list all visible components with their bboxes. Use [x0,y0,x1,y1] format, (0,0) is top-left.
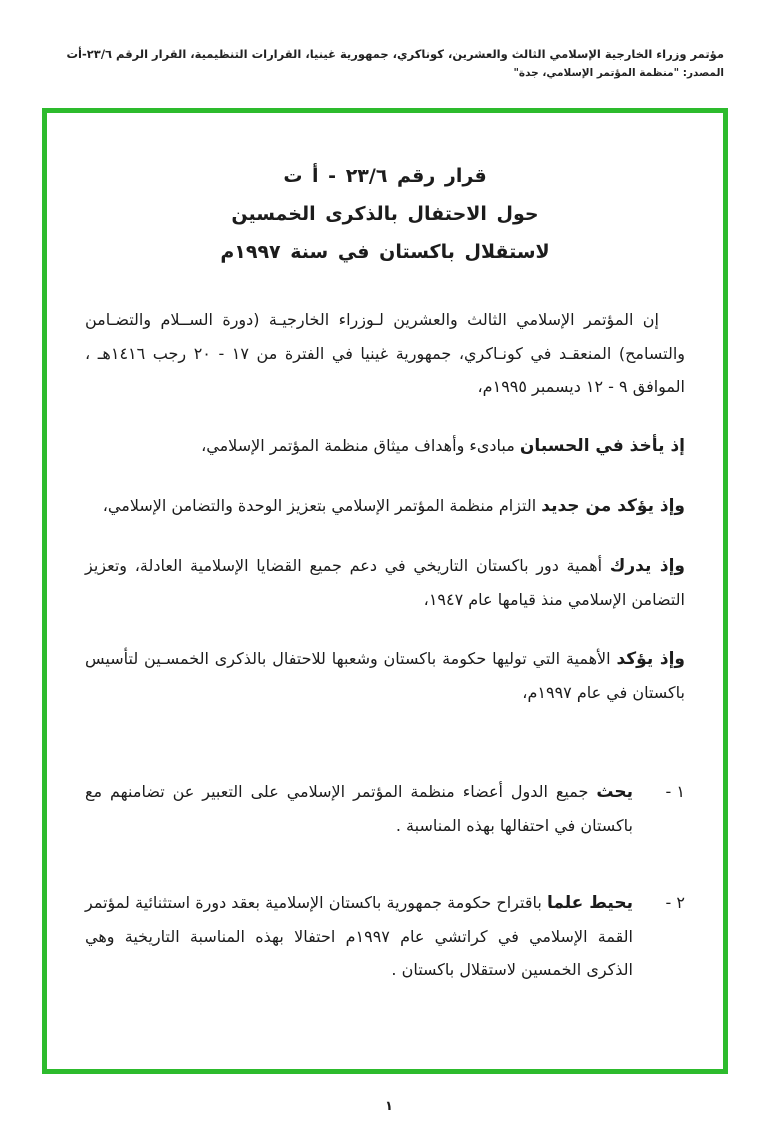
item-body: باقتراح حكومة جمهورية باكستان الإسلامية بعقد دورة استثنائية لمؤتمر القمة الإسلامي في كراتشي عام ١٩٩٧م احتفالا بهذه المناسبة التاريخية وهي الذكرى الخمسين لاستقلال باكستان . [85,893,633,979]
paragraph-recognizing [85,549,685,616]
item-lead: يحث [596,782,633,802]
resolution-title [85,157,685,271]
paragraph-text: أهمية دور باكستان التاريخي في دعم جميع القضايا الإسلامية العادلة، وتعزيز التضامن الإسلامي منذ قيامها عام ١٩٤٧، [85,556,685,609]
resolution-item-2 [85,886,685,986]
resolution-body [85,303,685,986]
paragraph-text: مبادىء وأهداف ميثاق منظمة المؤتمر الإسلامي، [201,436,515,455]
item-body: جميع الدول أعضاء منظمة المؤتمر الإسلامي على التعبير عن تضامنهم مع باكستان في احتفالها بهذه المناسبة . [85,782,633,835]
title-line-3: لاستقلال باكستان في سنة ١٩٩٧م [220,241,550,263]
paragraph-considering [85,429,685,463]
paragraph-lead: إذ يأخذ في الحسبان [519,436,685,456]
paragraph-text: الأهمية التي توليها حكومة باكستان وشعبها للاحتفال بالذكرى الخمسـين لتأسيس باكستان في عام ١٩٩٧م، [85,649,685,702]
paragraph-reaffirming [85,489,685,523]
title-line-1: قرار رقم ٢٣/٦ - أ ت [283,165,487,187]
page-number: ١ [385,1099,393,1114]
header-source: المصدر: "منظمة المؤتمر الإسلامي، جدة" [513,67,724,80]
header-citation: مؤتمر وزراء الخارجية الإسلامي الثالث والعشرين، كوناكري، جمهورية غينيا، القرارات التنظيمية، القرار الرقم ٢٣/٦-أت [66,47,724,61]
item-lead: يحيط علما [546,893,633,913]
page-header [48,46,724,79]
paragraph-text: إن المؤتمر الإسلامي الثالث والعشرين لـوزراء الخارجيـة (دورة الســلام والتضـامن والتسامح) المنعقـد في كونـاكري، جمهورية غينيا في الفترة من ١٧ - ٢٠ رجب ١٤١٦هـ ، الموافق ٩ - ١٢ ديسمبر ١٩٩٥م، [85,310,686,396]
paragraph-lead: وإذ يؤكد من جديد [541,496,685,516]
paragraph-lead: وإذ يدرك [609,556,685,576]
resolution-items [85,775,685,986]
paragraph-affirming [85,642,685,709]
title-line-2: حول الاحتفال بالذكرى الخمسين [231,203,539,225]
resolution-item-1 [85,775,685,842]
paragraph-preamble [85,303,685,403]
item-number: ٢ - [665,893,685,912]
paragraph-lead: وإذ يؤكد [616,649,686,669]
paragraph-text: التزام منظمة المؤتمر الإسلامي بتعزيز الوحدة والتضامن الإسلامي، [102,496,537,515]
item-number: ١ - [665,782,685,801]
item-text [85,775,633,842]
document-frame [42,108,728,1074]
item-text [85,886,633,986]
